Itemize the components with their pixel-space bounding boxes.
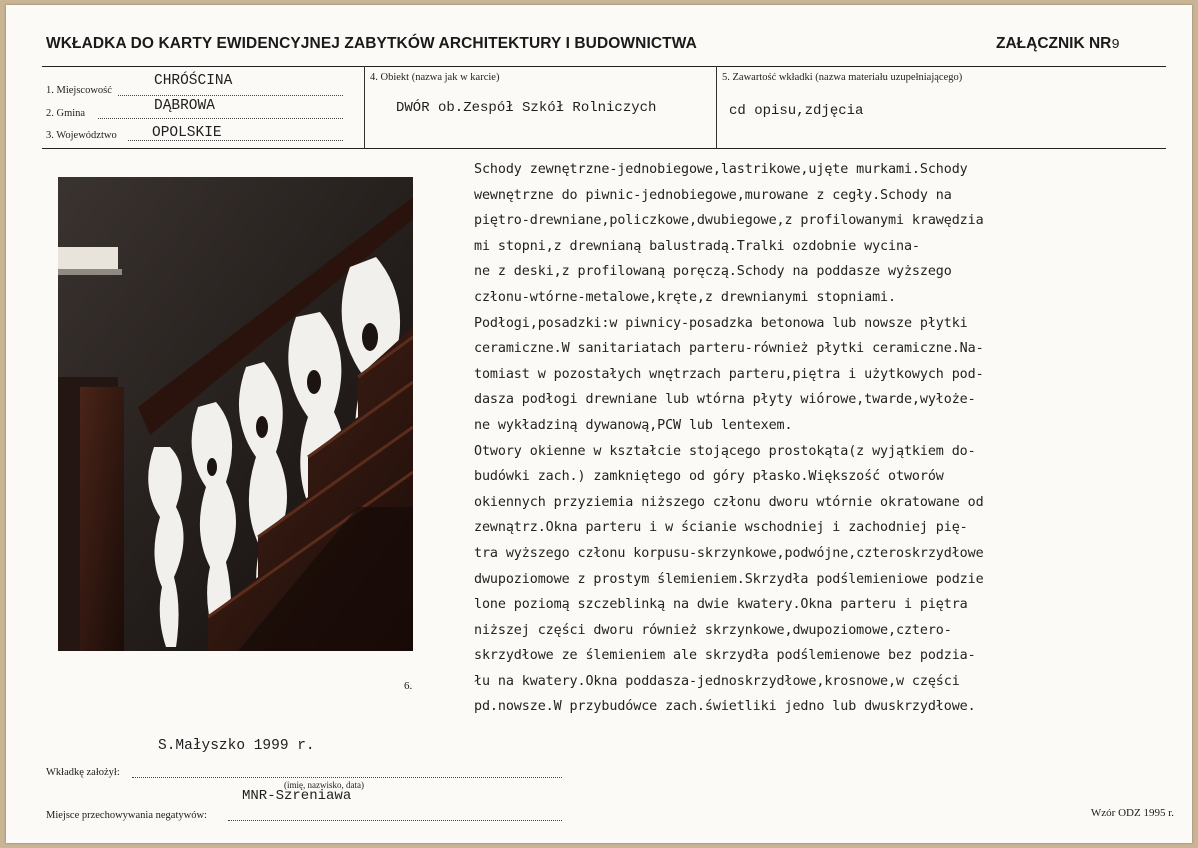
annex-number-value: 9 xyxy=(1111,37,1120,53)
miejscowosc-label: 1. Miejscowość xyxy=(46,85,112,96)
gmina-label: 2. Gmina xyxy=(46,108,86,119)
description-line: budówki zach.) zamkniętego od góry płasko.Większość otworów xyxy=(474,469,944,485)
description-line: łu na kwatery.Okna poddasza-jednoskrzydłowe,krosnowe,w części xyxy=(474,673,960,689)
annex-number xyxy=(996,35,1120,53)
storage-typed: MNR-Szreniawa xyxy=(242,788,352,804)
miejscowosc-value: CHRÓŚCINA xyxy=(154,73,233,89)
description-line: dwupoziomowe z prostym ślemieniem.Skrzydła podślemieniowe podzie xyxy=(474,571,984,587)
description-line: Podłogi,posadzki:w piwnicy-posadzka betonowa lub nowsze płytki xyxy=(474,315,968,331)
author-hint: (imię, nazwisko, data) xyxy=(284,780,364,790)
form-version: Wzór ODZ 1995 r. xyxy=(1090,807,1174,819)
document-title: WKŁADKA DO KARTY EWIDENCYJNEJ ZABYTKÓW ARCHITEKTURY I BUDOWNICTWA xyxy=(46,35,697,52)
photo-number: 6. xyxy=(404,680,413,692)
wojewodztwo-label: 3. Województwo xyxy=(46,130,117,141)
header-rule-bottom xyxy=(42,148,1166,149)
description-line: piętro-drewniane,policzkowe,dwubiegowe,z profilowanymi krawędzia xyxy=(474,213,984,229)
storage-label: Miejsce przechowywania negatywów: xyxy=(46,810,207,821)
gmina-dotline xyxy=(98,118,343,119)
description-line: pd.nowsze.W przybudówce zach.świetliki jedno lub dwuskrzydłowe. xyxy=(474,699,976,715)
wojewodztwo-value: OPOLSKIE xyxy=(152,125,222,141)
staircase-photo xyxy=(58,177,413,651)
miejscowosc-dotline xyxy=(118,95,343,96)
description-line: dasza podłogi drewniane lub wtórna płyty wiórowe,twarde,wyłoże- xyxy=(474,392,976,408)
description-line: skrzydłowe ze ślemieniem ale skrzydła podślemienowe bez podzia- xyxy=(474,648,976,664)
description-line: tomiast w pozostałych wnętrzach parteru,piętra i użytkowych pod- xyxy=(474,366,984,382)
description-line: okiennych przyziemia niższego członu dworu wtórnie okratowane od xyxy=(474,494,984,510)
description-line: zewnątrz.Okna parteru i w ścianie wschodniej i zachodniej pię- xyxy=(474,520,968,536)
description-line: ne z deski,z profilowaną poręczą.Schody na poddasze wyższego xyxy=(474,264,952,280)
column-divider-2 xyxy=(716,66,717,148)
description-line: ceramiczne.W sanitariatach parteru-również płytki ceramiczne.Na- xyxy=(474,341,984,357)
description-line: ne wykładziną dywanową,PCW lub lentexem. xyxy=(474,417,793,433)
staircase-photo-drawing xyxy=(58,177,413,651)
header-rule-top xyxy=(42,66,1166,67)
zawartosc-label: 5. Zawartość wkładki (nazwa materiału uzupełniającego) xyxy=(722,72,963,83)
obiekt-value: DWÓR ob.Zespół Szkół Rolniczych xyxy=(396,100,657,116)
annex-label: ZAŁĄCZNIK NR xyxy=(996,35,1112,52)
description-line: wewnętrzne do piwnic-jednobiegowe,murowane z cegły.Schody na xyxy=(474,187,952,203)
record-sheet xyxy=(6,5,1192,843)
description-line: niższej części dworu również skrzynkowe,dwupoziomowe,cztero- xyxy=(474,622,952,638)
description-text xyxy=(474,157,1174,720)
storage-dotline xyxy=(228,820,562,821)
column-divider-1 xyxy=(364,66,365,148)
description-line: lone poziomą szczeblinką na dwie kwatery.Okna parteru i piętra xyxy=(474,597,968,613)
description-line: tra wyższego członu korpusu-skrzynkowe,podwójne,czteroskrzydłowe xyxy=(474,545,984,561)
description-line: członu-wtórne-metalowe,kręte,z drewnianymi stopniami. xyxy=(474,289,896,305)
obiekt-label: 4. Obiekt (nazwa jak w karcie) xyxy=(370,72,500,83)
description-line: Otwory okienne w kształcie stojącego prostokąta(z wyjątkiem do- xyxy=(474,443,976,459)
description-line: mi stopni,z drewnianą balustradą.Tralki ozdobnie wycina- xyxy=(474,238,920,254)
description-line: Schody zewnętrzne-jednobiegowe,lastrikowe,ujęte murkami.Schody xyxy=(474,162,968,177)
zawartosc-value: cd opisu,zdjęcia xyxy=(729,103,864,119)
author-dotline xyxy=(132,777,562,778)
author-typed: S.Małyszko 1999 r. xyxy=(158,738,315,754)
gmina-value: DĄBROWA xyxy=(154,98,215,114)
author-label: Wkładkę założył: xyxy=(46,767,120,778)
